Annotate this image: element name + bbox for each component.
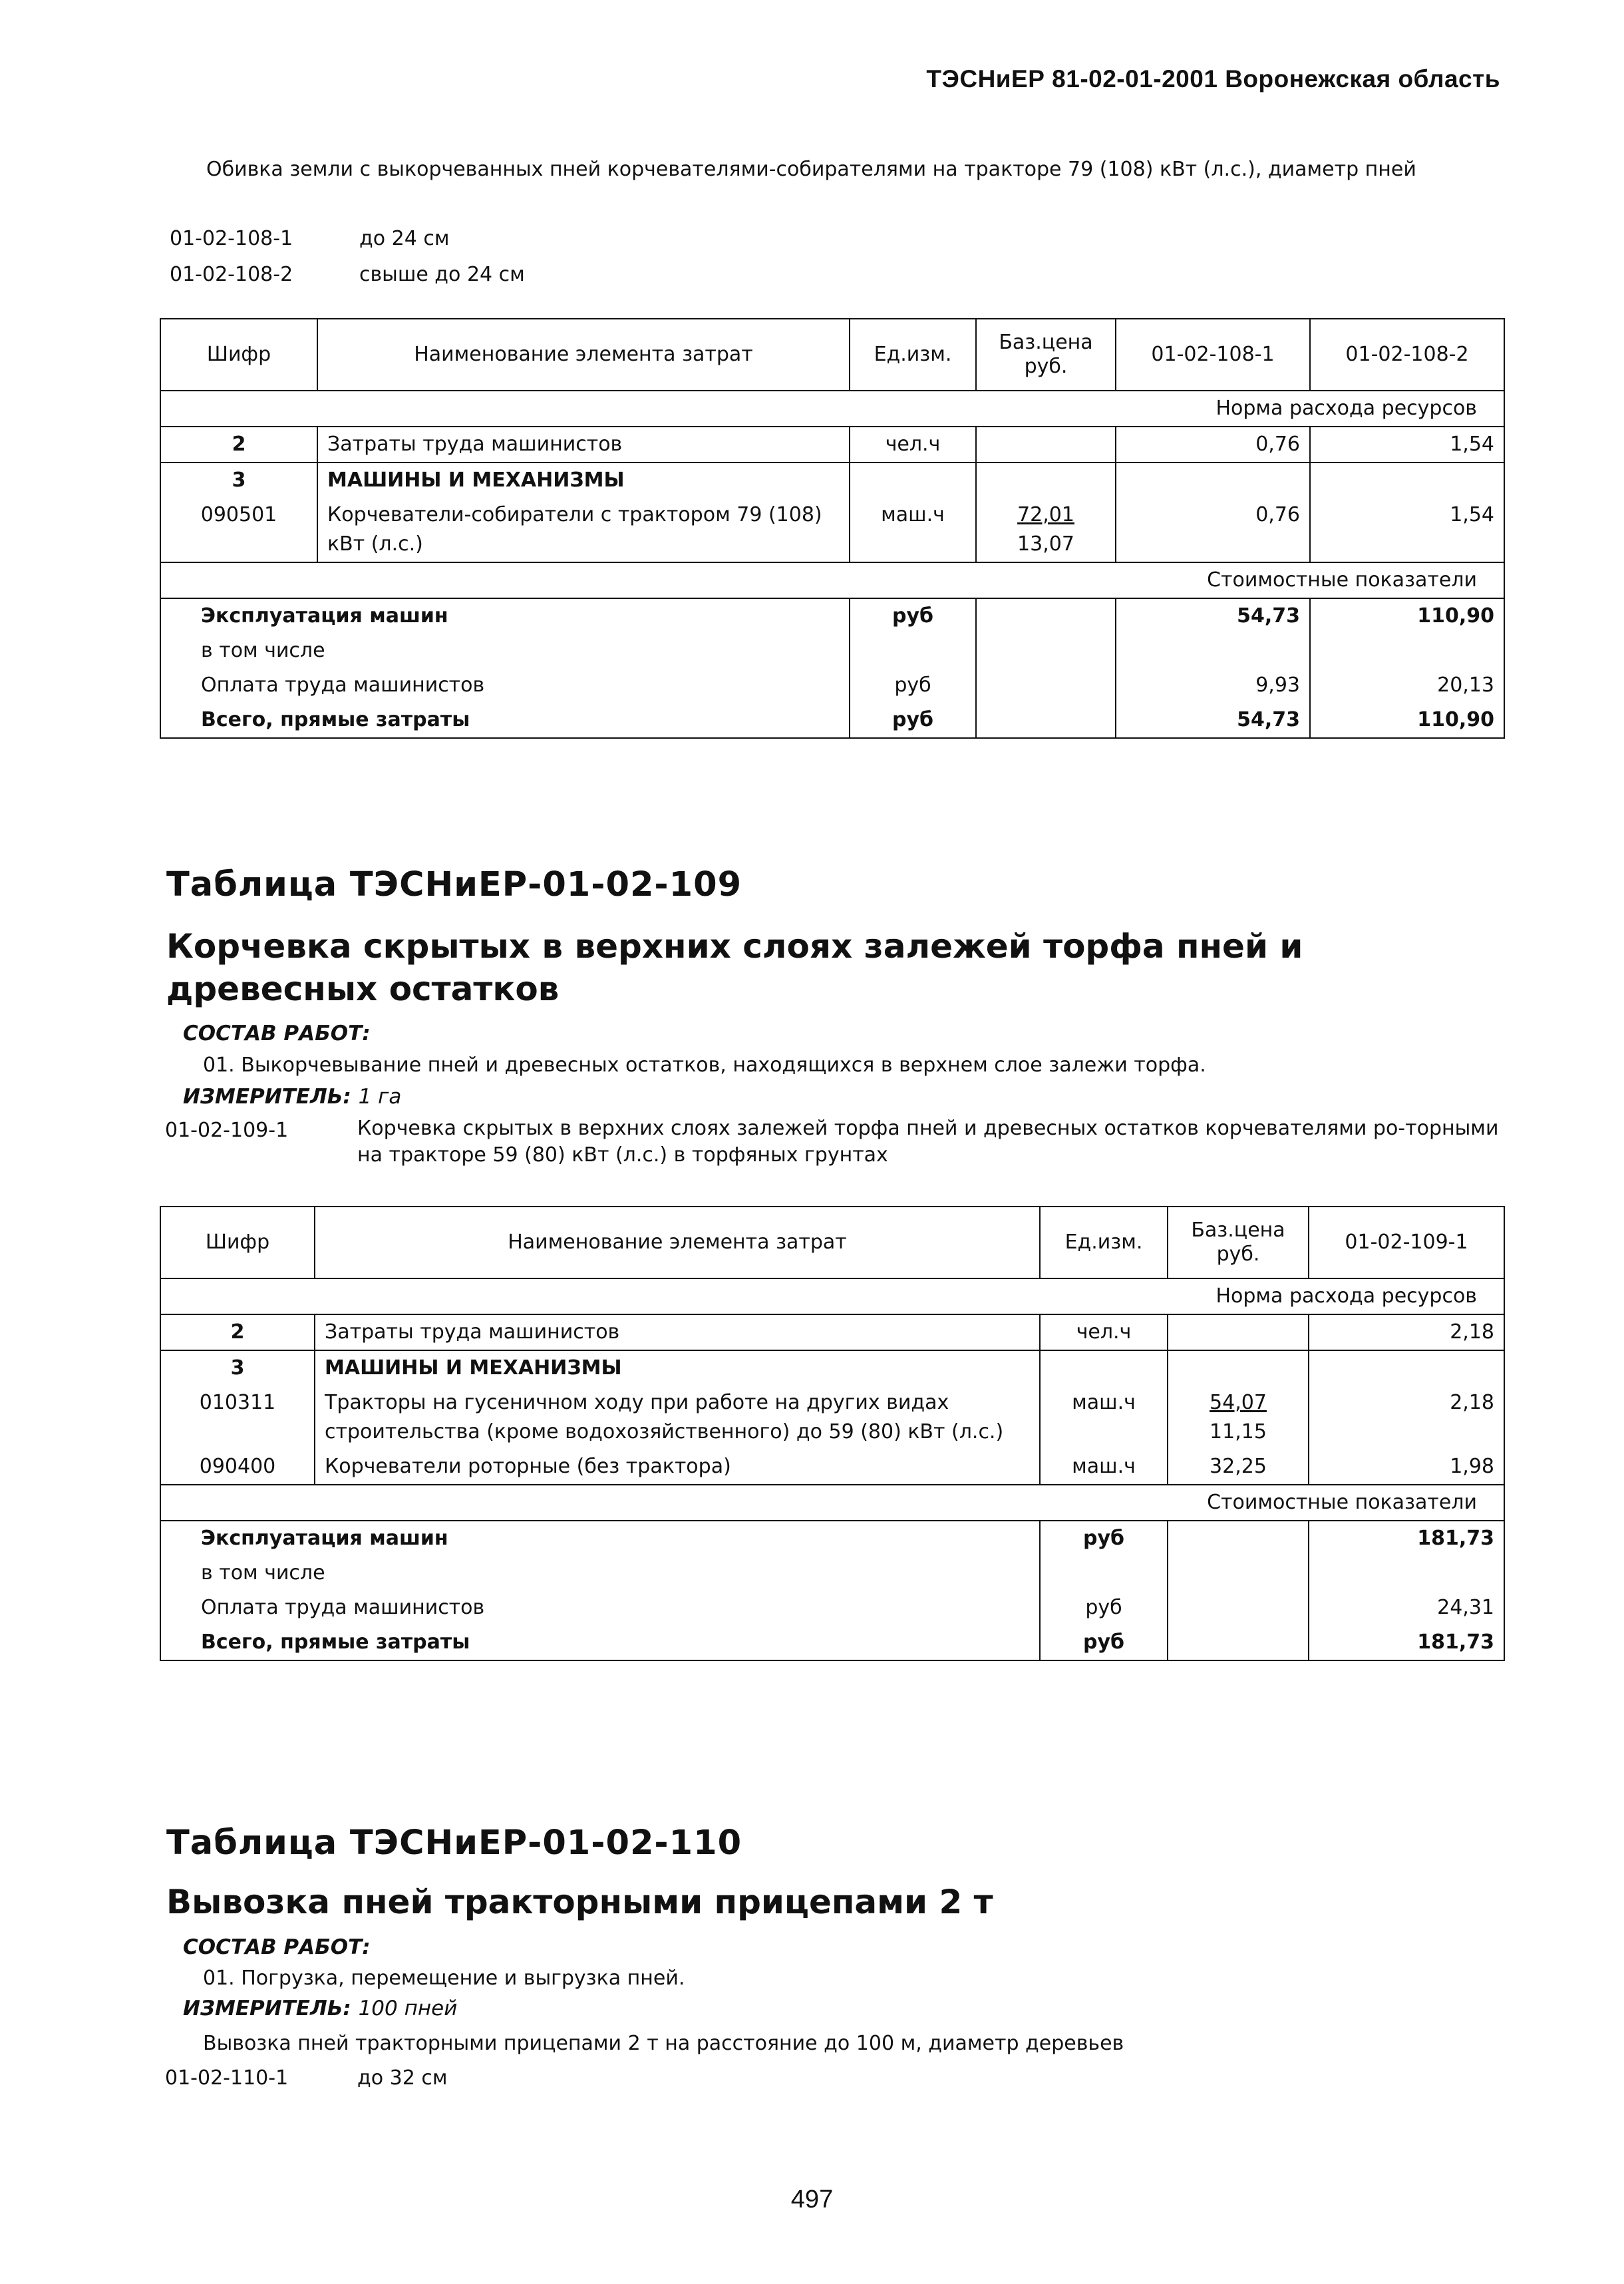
wage-price: 13,07 [1017, 532, 1074, 556]
section-subtitle: Корчевка скрытых в верхних слоях залежей торфа пней и древесных остатков [166, 927, 1303, 1008]
table-row: 3 МАШИНЫ И МЕХАНИЗМЫ [160, 463, 1504, 498]
izmeritel-label: ИЗМЕРИТЕЛЬ: 100 пней [183, 1997, 458, 2020]
izmeritel-label: ИЗМЕРИТЕЛЬ: 1 га [183, 1085, 402, 1109]
norm-label: Норма расхода ресурсов [160, 1278, 1504, 1314]
table-row: 2 Затраты труда машинистов чел.ч 2,18 [160, 1314, 1504, 1350]
variant-code: 01-02-109-1 [165, 1119, 289, 1142]
sostav-label: СОСТАВ РАБОТ: [183, 1022, 371, 1046]
section-title: Таблица ТЭСНиЕР-01-02-110 [166, 1823, 742, 1863]
table-row: Всего, прямые затраты руб 54,73 110,90 [160, 703, 1504, 738]
base-price: 54,07 [1210, 1391, 1267, 1414]
variant-code: 01-02-108-2 [170, 263, 293, 286]
col-header-variant: 01-02-108-1 [1116, 319, 1310, 391]
table-row: Оплата труда машинистов руб 9,93 20,13 [160, 668, 1504, 703]
col-header-code: Шифр [160, 1207, 315, 1278]
variant-text: до 32 см [357, 2066, 448, 2090]
table-row: Эксплуатация машин руб 54,73 110,90 [160, 598, 1504, 634]
table-109 [160, 1206, 1505, 1661]
table-row: Эксплуатация машин руб 181,73 [160, 1521, 1504, 1556]
col-header-unit: Ед.изм. [1040, 1207, 1168, 1278]
sostav-text: 01. Выкорчевывание пней и древесных остатков, находящихся в верхнем слое залежи торфа. [203, 1053, 1206, 1077]
col-header-price: Баз.цена руб. [1168, 1207, 1309, 1278]
norm-label: Норма расхода ресурсов [160, 391, 1504, 427]
table-row: в том числе [160, 634, 1504, 668]
wage-price: 11,15 [1210, 1420, 1267, 1443]
col-header-unit: Ед.изм. [850, 319, 976, 391]
cost-label: Стоимостные показатели [160, 562, 1504, 598]
table-row: 090400 Корчеватели роторные (без трактора) маш.ч 32,25 1,98 [160, 1449, 1504, 1485]
col-header-variant: 01-02-109-1 [1309, 1207, 1504, 1278]
col-header-name: Наименование элемента затрат [315, 1207, 1040, 1278]
table-110-intro: Вывозка пней тракторными прицепами 2 т на расстояние до 100 м, диаметр деревьев [203, 2032, 1124, 2055]
running-header: ТЭСНиЕР 81-02-01-2001 Воронежская область [926, 65, 1500, 93]
base-price: 72,01 [1017, 503, 1074, 526]
variant-text: свыше до 24 см [359, 263, 525, 286]
col-header-name: Наименование элемента затрат [317, 319, 850, 391]
variant-text: до 24 см [359, 227, 450, 250]
table-row: 2 Затраты труда машинистов чел.ч 0,76 1,54 [160, 427, 1504, 463]
base-price: 32,25 [1168, 1449, 1309, 1485]
cost-label: Стоимостные показатели [160, 1485, 1504, 1521]
variant-code: 01-02-110-1 [165, 2066, 289, 2090]
table-108-intro: Обивка земли с выкорчеванных пней корчевателями-собирателями на тракторе 79 (108) кВт (л.с.), диаметр пней [206, 158, 1416, 181]
table-row: Всего, прямые затраты руб 181,73 [160, 1625, 1504, 1660]
section-title: Таблица ТЭСНиЕР-01-02-109 [166, 865, 742, 904]
col-header-price: Баз.цена руб. [976, 319, 1116, 391]
table-row: 010311 Тракторы на гусеничном ходу при работе на других видах строительства (кроме водохозяйственного) до 59 (80) кВт (л.с.) маш.ч 54,07 11,15 2,18 [160, 1386, 1504, 1449]
sostav-text: 01. Погрузка, перемещение и выгрузка пней. [203, 1967, 685, 1990]
table-row: Оплата труда машинистов руб 24,31 [160, 1591, 1504, 1625]
sostav-label: СОСТАВ РАБОТ: [183, 1935, 371, 1959]
table-108 [160, 318, 1505, 739]
variant-code: 01-02-108-1 [170, 227, 293, 250]
page-number: 497 [790, 2186, 834, 2213]
izmeritel-value: 100 пней [358, 1997, 458, 2020]
table-row: 3 МАШИНЫ И МЕХАНИЗМЫ [160, 1350, 1504, 1386]
table-row: в том числе [160, 1556, 1504, 1591]
col-header-variant: 01-02-108-2 [1310, 319, 1504, 391]
variant-text: Корчевка скрытых в верхних слоях залежей торфа пней и древесных остатков корчевателями ро-торными на тракторе 59 (80) кВт (л.с.) в торфяных грунтах [357, 1117, 1499, 1167]
col-header-code: Шифр [160, 319, 317, 391]
table-row: 090501 Корчеватели-собиратели с трактором 79 (108) кВт (л.с.) маш.ч 72,01 13,07 0,76 1,54 [160, 498, 1504, 562]
izmeritel-value: 1 га [358, 1085, 402, 1109]
section-subtitle: Вывозка пней тракторными прицепами 2 т [166, 1883, 993, 1921]
